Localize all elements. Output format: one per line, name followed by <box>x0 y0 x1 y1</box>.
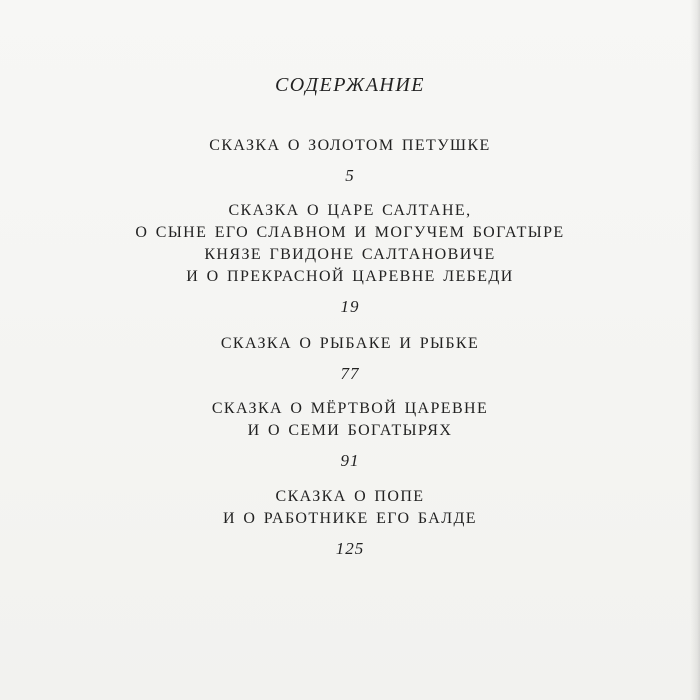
toc-entry-title: СКАЗКА О РЫБАКЕ И РЫБКЕ <box>220 335 480 352</box>
toc-entry-fisherman-and-fish <box>0 333 700 385</box>
toc-page-number: 77 <box>340 364 360 383</box>
toc-entry-title: О СЫНЕ ЕГО СЛАВНОМ И МОГУЧЕМ БОГАТЫРЕ <box>135 224 565 241</box>
toc-page-number: 91 <box>340 451 360 470</box>
toc-entry-tsar-saltan <box>0 200 700 318</box>
toc-entry-priest-and-balda <box>0 486 700 560</box>
toc-page-number: 125 <box>335 539 365 558</box>
contents-heading: СОДЕРЖАНИЕ <box>274 74 426 96</box>
toc-entry-title: СКАЗКА О ПОПЕ <box>275 488 425 505</box>
toc-page-number: 19 <box>340 297 360 316</box>
toc-entry-title: И О СЕМИ БОГАТЫРЯХ <box>247 422 453 439</box>
toc-entry-title: КНЯЗЕ ГВИДОНЕ САЛТАНОВИЧЕ <box>204 246 496 263</box>
toc-entry-title: СКАЗКА О ЦАРЕ САЛТАНЕ, <box>228 202 472 219</box>
toc-entry-title: СКАЗКА О ЗОЛОТОМ ПЕТУШКЕ <box>209 137 491 154</box>
toc-entry-title: И О ПРЕКРАСНОЙ ЦАРЕВНЕ ЛЕБЕДИ <box>186 268 514 285</box>
toc-entry-title: И О РАБОТНИКЕ ЕГО БАЛДЕ <box>223 510 477 527</box>
toc-entry-golden-cockerel <box>0 135 700 187</box>
toc-page-number: 5 <box>345 166 355 185</box>
toc-entry-dead-princess <box>0 398 700 472</box>
toc-entry-title: СКАЗКА О МЁРТВОЙ ЦАРЕВНЕ <box>211 400 489 417</box>
